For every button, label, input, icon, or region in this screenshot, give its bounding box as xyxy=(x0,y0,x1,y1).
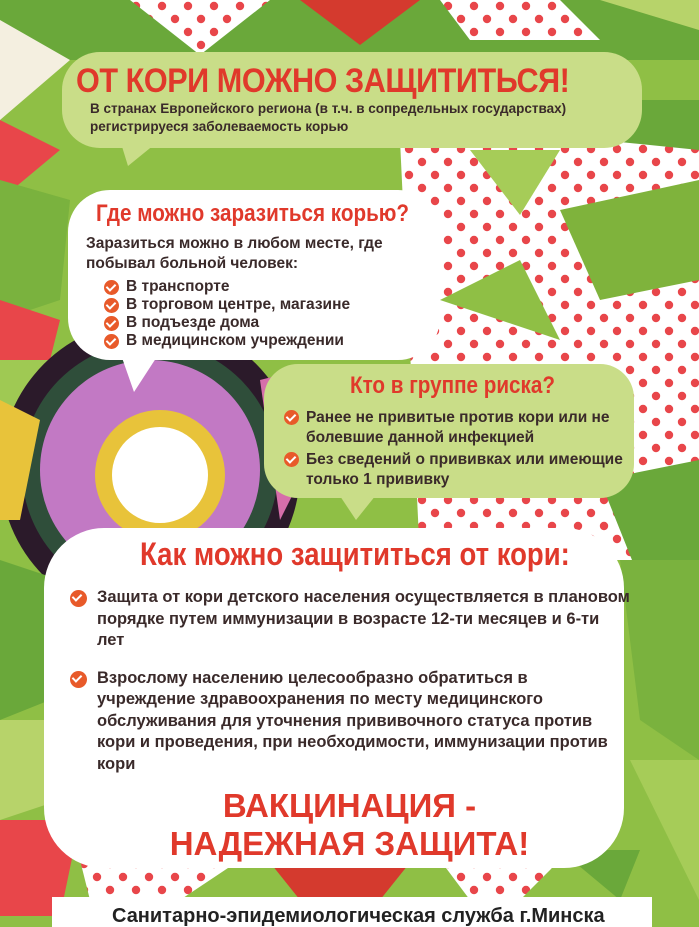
list-item: В торговом центре, магазине xyxy=(104,296,434,314)
list-item: Взрослому населению целесообразно обратиться в учреждение здравоохранения по месту медицинского обслуживания для уточнения прививочного статуса против кори и проведения, при необходимости, иммунизации против кори xyxy=(70,668,630,776)
protect-list xyxy=(70,587,630,775)
check-icon xyxy=(284,452,299,467)
where-bubble-tail xyxy=(120,352,160,392)
check-icon xyxy=(104,334,119,349)
list-item: В подъезде дома xyxy=(104,314,434,332)
check-icon xyxy=(104,316,119,331)
slogan-line-2: НАДЕЖНАЯ ЗАЩИТА! xyxy=(169,825,530,862)
risk-bubble-tail xyxy=(336,490,380,520)
footer xyxy=(52,897,652,927)
title-bubble-tail xyxy=(120,140,160,166)
list-item: Без сведений о прививках или имеющие только 1 прививку xyxy=(284,450,634,490)
footer-text: Санитарно-эпидемиологическая служба г.Минска xyxy=(112,905,605,927)
check-icon xyxy=(284,410,299,425)
list-item: Ранее не привитые против кори или не болевшие данной инфекцией xyxy=(284,408,634,448)
page-subtitle: В странах Европейского региона (в т.ч. в сопредельных государствах) регистрируеся заболеваемость корью xyxy=(90,101,567,134)
where-intro: Заразиться можно в любом месте, где побывал больной человек: xyxy=(86,235,383,272)
risk-heading: Кто в группе риска? xyxy=(350,372,555,399)
risk-list xyxy=(284,408,634,490)
check-icon xyxy=(104,298,119,313)
slogan-line-1: ВАКЦИНАЦИЯ - xyxy=(222,787,477,824)
check-icon xyxy=(104,280,119,295)
where-list xyxy=(104,278,434,350)
page-title: ОТ КОРИ МОЖНО ЗАЩИТИТЬСЯ! xyxy=(76,62,570,100)
protect-heading: Как можно защититься от кори: xyxy=(140,536,570,572)
where-heading: Где можно заразиться корью? xyxy=(96,200,410,227)
check-icon xyxy=(70,590,87,607)
list-item: В медицинском учреждении xyxy=(104,332,434,350)
check-icon xyxy=(70,671,87,688)
list-item: В транспорте xyxy=(104,278,434,296)
list-item: Защита от кори детского населения осуществляется в плановом порядке путем иммунизации в возрасте 12-ти месяцев и 6-ти лет xyxy=(70,587,630,652)
